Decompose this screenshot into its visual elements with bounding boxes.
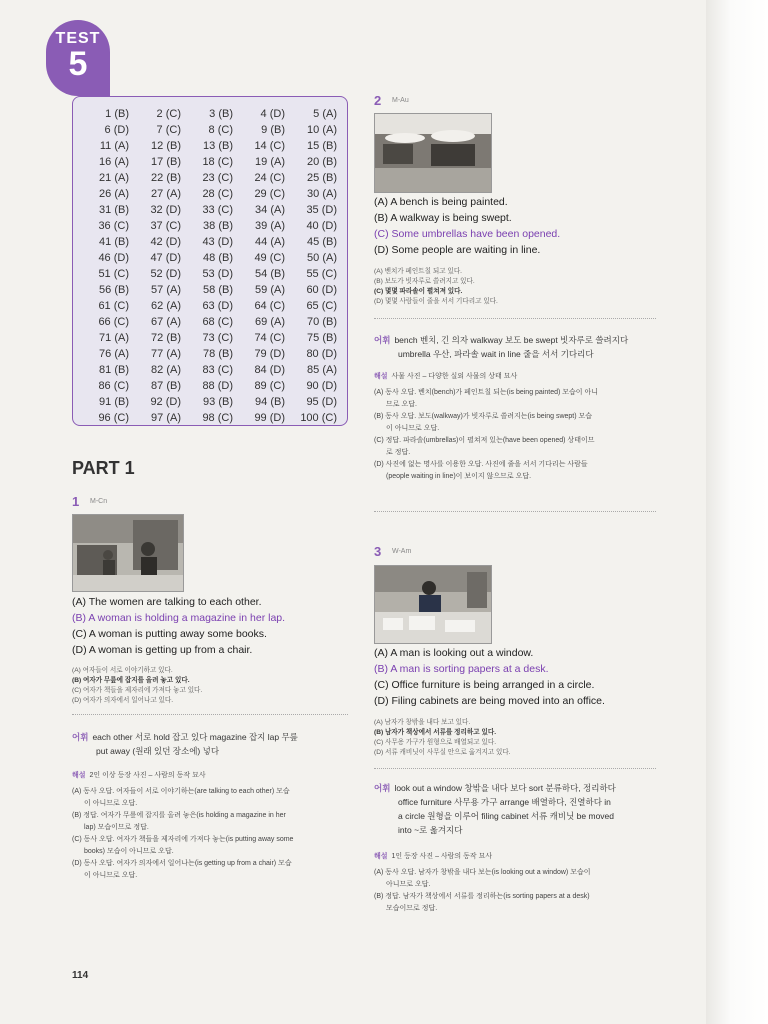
answer-cell: 36 (C) (98, 220, 129, 232)
q3-translation-a: (A) 남자가 창밖을 내다 보고 있다. (374, 719, 471, 726)
answer-cell: 59 (A) (255, 284, 285, 296)
answer-key (72, 96, 348, 426)
q2-note-line: (D) 사진에 없는 명사를 이용한 오답. 사진에 줄을 서서 기다리는 사람들 (374, 461, 588, 468)
q3-vocab-tag: 어휘 (374, 783, 391, 793)
q2-vocab-tag: 어휘 (374, 335, 391, 345)
q1-note-line: 이 아니므로 오답. (84, 872, 138, 879)
q2-number: 2 (374, 93, 382, 108)
answer-cell: 83 (C) (202, 364, 233, 376)
q3-option-d: (D) Filing cabinets are being moved into an office. (374, 695, 605, 707)
answer-cell: 7 (C) (156, 124, 181, 136)
q2-option-d: (D) Some people are waiting in line. (374, 244, 541, 256)
q1-note-line: lap) 모습이므로 정답. (84, 824, 149, 831)
answer-cell: 90 (D) (306, 380, 337, 392)
answer-cell: 28 (C) (202, 188, 233, 200)
answer-cell: 12 (B) (151, 140, 181, 152)
q3-note-line: 모습이므로 정답. (386, 905, 438, 912)
q1-option-d: (D) A woman is getting up from a chair. (72, 644, 253, 656)
answer-cell: 55 (C) (306, 268, 337, 280)
answer-cell: 97 (A) (151, 412, 181, 424)
answer-cell: 1 (B) (105, 108, 129, 120)
answer-cell: 84 (D) (254, 364, 285, 376)
answer-cell: 41 (B) (99, 236, 129, 248)
answer-cell: 63 (D) (202, 300, 233, 312)
q2-vocab-line2: umbrella 우산, 파라솔 wait in line 줄을 서서 기다리다 (398, 349, 594, 359)
answer-cell: 69 (A) (255, 316, 285, 328)
q3-vocab-line2: office furniture 사무용 가구 arrange 배열하다, 진열하다 in (398, 797, 611, 807)
q1-vocab-line2: put away (원래 있던 장소에) 넣다 (96, 746, 220, 756)
q3-vocab (374, 781, 664, 837)
q3-translation-d: (D) 서류 캐비닛이 사무실 안으로 옮겨지고 있다. (374, 749, 511, 756)
q3-speaker: W-Am (392, 548, 412, 555)
q2-bottom-divider (374, 511, 656, 512)
q1-translation-d: (D) 여자가 의자에서 일어나고 있다. (72, 697, 174, 704)
test-label: TEST (55, 30, 101, 47)
answer-cell: 67 (A) (151, 316, 181, 328)
answer-cell: 17 (B) (151, 156, 181, 168)
answer-cell: 11 (A) (99, 140, 129, 152)
answer-cell: 89 (C) (254, 380, 285, 392)
q2-option-c: (C) Some umbrellas have been opened. (374, 228, 561, 240)
q1-speaker: M-Cn (90, 498, 108, 505)
answer-cell: 23 (C) (202, 172, 233, 184)
answer-cell: 5 (A) (313, 108, 337, 120)
answer-cell: 66 (C) (98, 316, 129, 328)
q3-divider (374, 768, 656, 769)
q1-note-line: books) 모습이 아니므로 오답. (84, 848, 174, 855)
q3-option-c: (C) Office furniture is being arranged in a circle. (374, 679, 595, 691)
q1-explanation (72, 770, 352, 882)
q1-option-a: (A) The women are talking to each other. (72, 596, 262, 608)
q3-option-a: (A) A man is looking out a window. (374, 647, 534, 659)
answer-cell: 92 (D) (150, 396, 181, 408)
answer-cell: 60 (D) (306, 284, 337, 296)
answer-cell: 82 (A) (151, 364, 181, 376)
answer-cell: 88 (D) (202, 380, 233, 392)
answer-cell: 33 (C) (202, 204, 233, 216)
answer-cell: 46 (D) (98, 252, 129, 264)
q2-vocab (374, 333, 664, 361)
q3-note-tag: 해설 (374, 853, 388, 860)
answer-cell: 38 (B) (203, 220, 233, 232)
q1-translation-a: (A) 여자들이 서로 이야기하고 있다. (72, 667, 173, 674)
answer-cell: 2 (C) (156, 108, 181, 120)
q3-note-line: 아니므로 오답. (386, 881, 431, 888)
answer-cell: 78 (B) (203, 348, 233, 360)
q2-note-line: (A) 동사 오답. 벤치(bench)가 페인트칠 되는(is being painted) 모습이 아니 (374, 389, 599, 396)
q2-note-line: 이 아니므로 오답. (386, 425, 440, 432)
answer-cell: 14 (C) (254, 140, 285, 152)
q3-explanation (374, 851, 664, 915)
answer-cell: 35 (D) (306, 204, 337, 216)
answer-cell: 75 (B) (307, 332, 337, 344)
answer-cell: 95 (D) (306, 396, 337, 408)
answer-cell: 62 (A) (151, 300, 181, 312)
answer-cell: 39 (A) (255, 220, 285, 232)
q1-note-line: (A) 동사 오답. 여자들이 서로 이야기하는(are talking to each other) 모습 (72, 788, 290, 795)
q2-option-b: (B) A walkway is being swept. (374, 212, 512, 224)
q2-option-a: (A) A bench is being painted. (374, 196, 508, 208)
answer-cell: 13 (B) (203, 140, 233, 152)
q2-note-tag: 해설 (374, 373, 388, 380)
answer-cell: 18 (C) (202, 156, 233, 168)
answer-cell: 91 (B) (99, 396, 129, 408)
q1-divider (72, 714, 348, 715)
answer-cell: 85 (A) (307, 364, 337, 376)
answer-cell: 3 (B) (209, 108, 233, 120)
answer-cell: 87 (B) (151, 380, 181, 392)
answer-cell: 76 (A) (99, 348, 129, 360)
answer-cell: 58 (B) (203, 284, 233, 296)
answer-cell: 9 (B) (261, 124, 285, 136)
answer-cell: 43 (D) (202, 236, 233, 248)
q2-note-line: (people waiting in line)이 보이지 않으므로 오답. (386, 473, 532, 480)
answer-cell: 8 (C) (208, 124, 233, 136)
answer-cell: 26 (A) (99, 188, 129, 200)
q2-translation-d: (D) 몇몇 사람들이 줄을 서서 기다리고 있다. (374, 298, 498, 305)
answer-cell: 93 (B) (203, 396, 233, 408)
answer-cell: 71 (A) (99, 332, 129, 344)
answer-cell: 56 (B) (99, 284, 129, 296)
q2-notes (374, 387, 664, 483)
q1-vocab (72, 730, 352, 758)
answer-cell: 81 (B) (99, 364, 129, 376)
answer-cell: 32 (D) (150, 204, 181, 216)
page-number: 114 (72, 970, 89, 981)
q1-translation-c: (C) 여자가 책들을 제자리에 가져다 놓고 있다. (72, 687, 203, 694)
answer-cell: 100 (C) (300, 412, 337, 424)
answer-cell: 30 (A) (307, 188, 337, 200)
answer-cell: 61 (C) (98, 300, 129, 312)
answer-cell: 94 (B) (255, 396, 285, 408)
q2-translation-a: (A) 벤치가 페인트칠 되고 있다. (374, 268, 463, 275)
answer-cell: 10 (A) (307, 124, 337, 136)
answer-cell: 21 (A) (99, 172, 129, 184)
answer-cell: 73 (C) (202, 332, 233, 344)
answer-cell: 57 (A) (151, 284, 181, 296)
answer-cell: 48 (B) (203, 252, 233, 264)
q3-note-line: (B) 정답. 남자가 책상에서 서류를 정리하는(is sorting papers at a desk) (374, 893, 590, 900)
answer-cell: 80 (D) (306, 348, 337, 360)
q1-note-title: 2인 이상 등장 사진 – 사람의 동작 묘사 (89, 772, 206, 779)
q3-vocab-line1: look out a window 창밖을 내다 보다 sort 분류하다, 정리하다 (394, 783, 616, 793)
q3-translation-b: (B) 남자가 책상에서 서류를 정리하고 있다. (374, 729, 497, 736)
answer-cell: 65 (C) (306, 300, 337, 312)
q3-vocab-line3: a circle 원형을 이루어 filing cabinet 서류 캐비닛 be moved (398, 811, 614, 821)
answer-cell: 99 (D) (254, 412, 285, 424)
q1-note-line: (D) 동사 오답. 여자가 의자에서 일어나는(is getting up from a chair) 모습 (72, 860, 292, 867)
q2-note-line: (C) 정답. 파라솔(umbrellas)이 펼쳐져 있는(have been opened) 상태이므 (374, 437, 595, 444)
part-title: PART 1 (72, 458, 135, 478)
answer-cell: 31 (B) (99, 204, 129, 216)
answer-cell: 53 (D) (202, 268, 233, 280)
answer-cell: 4 (D) (260, 108, 285, 120)
q1-note-line: (C) 동사 오답. 여자가 책들을 제자리에 가져다 놓는(is putting away some (72, 836, 294, 843)
q1-note-tag: 해설 (72, 772, 86, 779)
q3-photo (374, 565, 492, 644)
answer-cell: 6 (D) (104, 124, 129, 136)
answer-cell: 40 (D) (306, 220, 337, 232)
answer-cell: 50 (A) (307, 252, 337, 264)
q1-note-line: (B) 정답. 여자가 무릎에 잡지를 올려 놓은(is holding a magazine in her (72, 812, 286, 819)
q2-explanation (374, 371, 664, 483)
answer-cell: 79 (D) (254, 348, 285, 360)
q2-note-line: (B) 동사 오답. 보도(walkway)가 빗자루로 쓸려지는(is being swept) 모습 (374, 413, 593, 420)
answer-cell: 45 (B) (307, 236, 337, 248)
answer-cell: 68 (C) (202, 316, 233, 328)
answer-cell: 22 (B) (151, 172, 181, 184)
q1-number: 1 (72, 494, 80, 509)
q2-note-line: 로 정답. (386, 449, 411, 456)
answer-cell: 70 (B) (307, 316, 337, 328)
answer-cell: 27 (A) (151, 188, 181, 200)
q3-option-b: (B) A man is sorting papers at a desk. (374, 663, 549, 675)
answer-cell: 72 (B) (151, 332, 181, 344)
answer-cell: 19 (A) (255, 156, 285, 168)
answer-cell: 96 (C) (98, 412, 129, 424)
answer-cell: 16 (A) (99, 156, 129, 168)
answer-cell: 34 (A) (255, 204, 285, 216)
test-badge (46, 20, 110, 96)
q2-note-title: 사물 사진 – 다양한 실외 사물의 상태 묘사 (391, 373, 518, 380)
q1-note-line: 이 아니므로 오답. (84, 800, 138, 807)
q2-speaker: M-Au (392, 97, 409, 104)
answer-cell: 98 (C) (202, 412, 233, 424)
answer-cell: 24 (C) (254, 172, 285, 184)
answer-cell: 25 (B) (307, 172, 337, 184)
q2-photo (374, 113, 492, 193)
answer-cell: 74 (C) (254, 332, 285, 344)
q1-notes (72, 786, 352, 882)
answer-cell: 54 (B) (255, 268, 285, 280)
q3-note-line: (A) 동사 오답. 남자가 창밖을 내다 보는(is looking out a window) 모습이 (374, 869, 591, 876)
q3-translation-c: (C) 사무용 가구가 원형으로 배열되고 있다. (374, 739, 497, 746)
q2-divider (374, 318, 656, 319)
page-edge (706, 0, 768, 1024)
answer-cell: 77 (A) (151, 348, 181, 360)
q1-option-b: (B) A woman is holding a magazine in her lap. (72, 612, 286, 624)
answer-cell: 42 (D) (150, 236, 181, 248)
q1-vocab-tag: 어휘 (72, 732, 89, 742)
q3-note-title: 1인 등장 사진 – 사람의 동작 묘사 (391, 853, 493, 860)
q3-vocab-line4: into ~로 옮겨지다 (398, 825, 463, 835)
q3-notes (374, 867, 664, 915)
q2-vocab-line1: bench 벤치, 긴 의자 walkway 보도 be swept 빗자루로 쓸려지다 (394, 335, 629, 345)
answer-cell: 20 (B) (307, 156, 337, 168)
answer-cell: 29 (C) (254, 188, 285, 200)
q2-translation-c: (C) 몇몇 파라솔이 펼쳐져 있다. (374, 288, 463, 295)
q1-translation-b: (B) 여자가 무릎에 잡지를 올려 놓고 있다. (72, 677, 190, 684)
answer-cell: 44 (A) (255, 236, 285, 248)
answer-cell: 47 (D) (150, 252, 181, 264)
answer-cell: 37 (C) (150, 220, 181, 232)
answer-cell: 86 (C) (98, 380, 129, 392)
answer-cell: 52 (D) (150, 268, 181, 280)
answer-grid (81, 107, 347, 426)
q3-number: 3 (374, 544, 382, 559)
answer-cell: 49 (C) (254, 252, 285, 264)
q2-translation-b: (B) 보도가 빗자루로 쓸려지고 있다. (374, 278, 475, 285)
answer-cell: 15 (B) (307, 140, 337, 152)
q1-option-c: (C) A woman is putting away some books. (72, 628, 267, 640)
test-number: 5 (68, 45, 88, 83)
q1-photo (72, 514, 184, 592)
q1-vocab-line1: each other 서로 hold 잡고 있다 magazine 잡지 lap 무릎 (92, 732, 298, 742)
answer-cell: 51 (C) (98, 268, 129, 280)
q2-note-line: 므로 오답. (386, 401, 417, 408)
answer-cell: 64 (C) (254, 300, 285, 312)
